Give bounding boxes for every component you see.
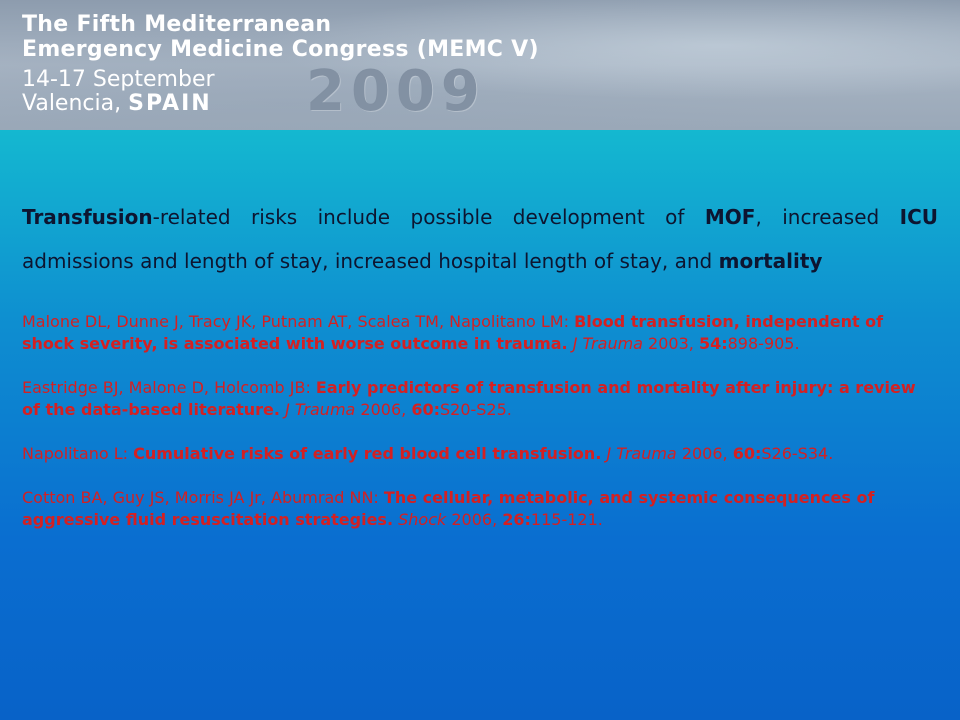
reference-volume: 60: (732, 444, 762, 463)
reference-title: Blood transfusion, independent of shock severity, is associated with worse outcome in trauma. (22, 312, 884, 353)
banner-year: 2009 (306, 59, 486, 124)
reference-title: The cellular, metabolic, and systemic consequences of aggressive fluid resuscitation strategies. (22, 488, 875, 529)
banner-date-location (22, 68, 215, 116)
reference-authors: Cotton BA, Guy JS, Morris JA Jr, Abumrad NN: (22, 488, 384, 507)
statement-text-1: -related risks include possible development of (152, 205, 705, 229)
reference-title: Early predictors of transfusion and mortality after injury: a review of the data-based literature. (22, 378, 916, 419)
term-icu: ICU (899, 205, 938, 229)
reference-year: 2006, (676, 444, 733, 463)
banner-country: SPAIN (128, 91, 212, 116)
term-transfusion: Transfusion (22, 205, 153, 229)
reference-year: 2003, (642, 334, 699, 353)
reference-volume: 60: (411, 400, 440, 419)
reference-pages: S20-S25. (439, 400, 512, 419)
reference-volume: 26: (502, 510, 531, 529)
banner-title (22, 12, 539, 62)
reference-authors: Eastridge BJ, Malone D, Holcomb JB: (22, 378, 316, 397)
reference-list (22, 311, 938, 531)
reference-authors: Malone DL, Dunne J, Tracy JK, Putnam AT, Scalea TM, Napolitano LM: (22, 312, 575, 331)
reference-volume: 54: (698, 334, 728, 353)
statement-text-2: , increased (755, 205, 900, 229)
reference-year: 2006, (446, 510, 503, 529)
reference-pages: S26-S34. (761, 444, 834, 463)
term-mof: MOF (704, 205, 756, 229)
reference-item (22, 377, 938, 421)
congress-banner (0, 0, 960, 130)
reference-journal: Shock (398, 510, 447, 529)
reference-item (22, 443, 938, 465)
banner-title-line2: Emergency Medicine Congress (MEMC V) (22, 37, 539, 62)
slide-content (22, 195, 938, 553)
banner-location (22, 92, 215, 116)
reference-journal: J Trauma (285, 400, 356, 419)
banner-title-line1: The Fifth Mediterranean (22, 12, 332, 37)
term-mortality: mortality (718, 249, 823, 273)
main-statement (22, 195, 938, 283)
reference-pages: 115-121. (530, 510, 603, 529)
reference-authors: Napolitano L: (22, 444, 134, 463)
reference-title: Cumulative risks of early red blood cell transfusion. (133, 444, 602, 463)
statement-text-3: admissions and length of stay, increased hospital length of stay, and (22, 249, 719, 273)
reference-pages: 898-905. (727, 334, 800, 353)
reference-year: 2006, (355, 400, 412, 419)
reference-journal: J Trauma (606, 444, 677, 463)
reference-item (22, 487, 938, 531)
banner-city: Valencia, (22, 91, 129, 116)
reference-journal: J Trauma (572, 334, 643, 353)
reference-item (22, 311, 938, 355)
banner-date: 14-17 September (22, 67, 215, 92)
